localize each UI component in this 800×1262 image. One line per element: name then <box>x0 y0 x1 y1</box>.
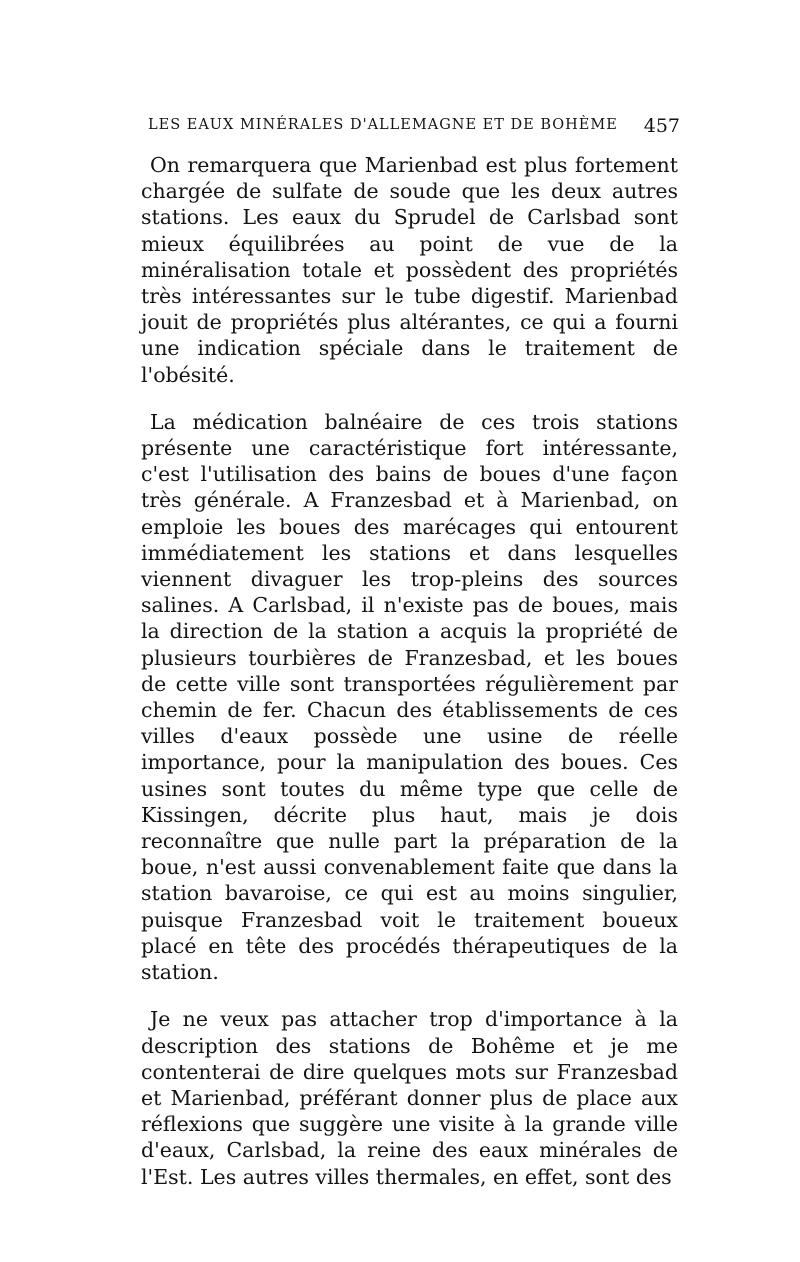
running-head <box>140 117 680 141</box>
running-title: LES EAUX MINÉRALES D'ALLEMAGNE ET DE BOHÈME <box>148 117 618 133</box>
body-text <box>141 152 678 1190</box>
paragraph-2: La médication balnéaire de ces trois stations présente une caractéristique fort intéressante, c'est l'utilisation des bains de boues d'une façon très générale. A Franzesbad et à Marienbad, on emploie les boues des marécages qui entourent immédiatement les stations et dans lesquelles viennent divaguer les trop-pleins des sources salines. A Carlsbad, il n'existe pas de boues, mais la direction de la station a acquis la propriété de plusieurs tourbières de Franzesbad, et les boues de cette ville sont transportées régulièrement par chemin de fer. Chacun des établissements de ces villes d'eaux possède une usine de réelle importance, pour la manipulation des boues. Ces usines sont toutes du même type que celle de Kissingen, décrite plus haut, mais je dois reconnaître que nulle part la préparation de la boue, n'est aussi convenablement faite que dans la station bavaroise, ce qui est au moins singulier, puisque Franzesbad voit le traitement boueux placé en tête des procédés thérapeutiques de la station. <box>141 409 678 985</box>
page-number: 457 <box>643 115 680 137</box>
paragraph-3: Je ne veux pas attacher trop d'importance à la description des stations de Bohême et je me contenterai de dire quelques mots sur Franzesbad et Marienbad, préférant donner plus de place aux réflexions que suggère une visite à la grande ville d'eaux, Carlsbad, la reine des eaux minérales de l'Est. Les autres villes thermales, en effet, sont des <box>141 1007 678 1189</box>
paragraph-1: On remarquera que Marienbad est plus fortement chargée de sulfate de soude que les deux autres stations. Les eaux du Sprudel de Carlsbad sont mieux équilibrées au point de vue de la minéralisation totale et possèdent des propriétés très intéressantes sur le tube digestif. Marienbad jouit de propriétés plus altérantes, ce qui a fourni une indication spéciale dans le traitement de l'obésité. <box>141 153 678 387</box>
